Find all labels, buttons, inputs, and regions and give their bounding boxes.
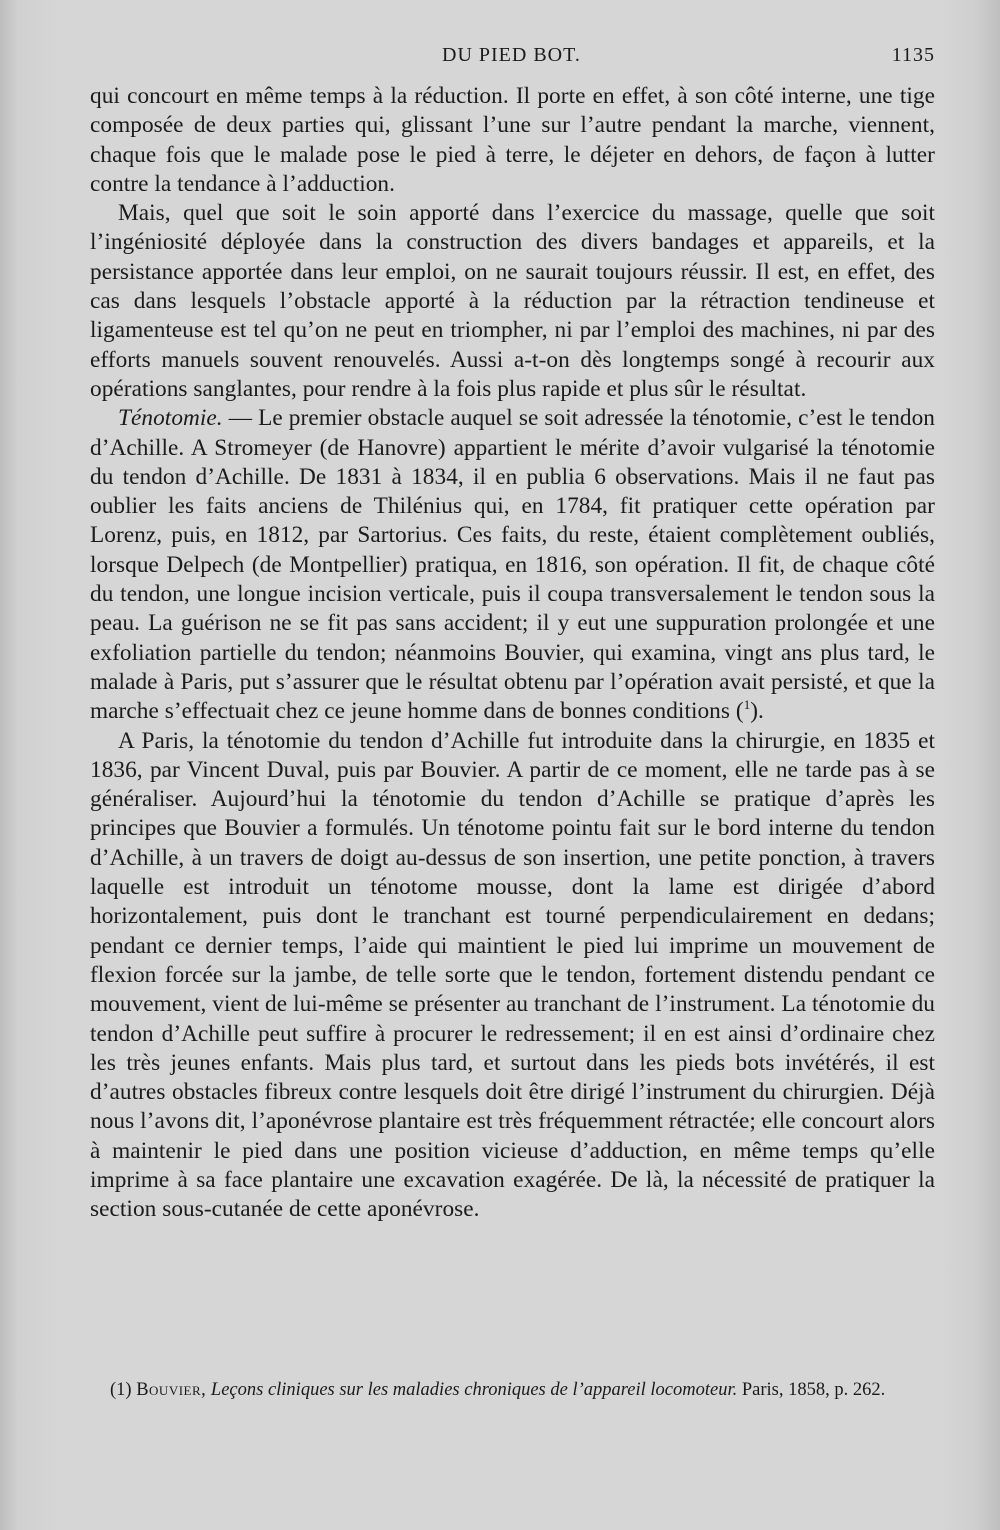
paragraph-massage: Mais, quel que soit le soin apporté dans l’exercice du massage, quelle que soit l’ingéniosité déployée dans la construction des divers bandages et appareils, et la persistance apportée dans leur emploi, on ne saurait toujours réussir. Il est, en effet, des cas dans lesquels l’obstacle apporté à la réduction par la rétraction tendineuse et ligamenteuse est tel qu’on ne peut en triompher, ni par l’emploi des machines, ni par des efforts manuels souvent renouvelés. Aussi a-t-on dès longtemps songé à recourir aux opérations sanglantes, pour rendre à la fois plus rapide et plus sûr le résultat.	[90, 200, 935, 402]
footnote-mark: (1)	[110, 1380, 132, 1400]
footnote-title: Leçons cliniques sur les maladies chroniques de l’appareil locomoteur.	[206, 1380, 738, 1400]
paragraph-tenotomie-end: ).	[750, 698, 764, 725]
paragraph-continuation: qui concourt en même temps à la réduction. Il porte en effet, à son côté interne, une tige composée de deux parties qui, glissant l’une sur l’autre pendant la marche, viennent, chaque fois que le malade pose le pied à terre, le déjeter en dehors, de façon à lutter contre la tendance à l’adduction.	[90, 83, 935, 197]
footnote-publication: Paris, 1858, p. 262.	[737, 1380, 886, 1400]
running-title: DU PIED BOT.	[442, 44, 581, 66]
footnote-author: Bouvier,	[136, 1380, 207, 1400]
body-text	[90, 82, 935, 1225]
running-head	[90, 44, 935, 72]
footnote-reference[interactable]: 1	[743, 697, 751, 713]
footnote	[90, 1378, 935, 1402]
paragraph-tenotomie	[90, 404, 935, 726]
paragraph-paris: A Paris, la ténotomie du tendon d’Achille fut introduite dans la chirurgie, en 1835 et 1836, par Vincent Duval, puis par Bouvier. A partir de ce moment, elle ne tarde pas à se généraliser. Aujourd’hui la ténotomie du tendon d’Achille se pratique d’après les principes que Bouvier a formulés. Un ténotome pointu fait sur le bord interne du tendon d’Achille, à un travers de doigt au-dessus de son insertion, une petite ponction, à travers laquelle est introduit un ténotome mousse, dont la lame est dirigée d’abord horizontalement, puis dont le tranchant est tourné perpendiculairement en dedans; pendant ce dernier temps, l’aide qui maintient le pied lui imprime un mouvement de flexion forcée sur la jambe, de telle sorte que le tendon, fortement distendu pendant ce mouvement, vient de lui-même se présenter au tranchant de l’instrument. La ténotomie du tendon d’Achille peut suffire à procurer le redressement; il en est ainsi d’ordinaire chez les très jeunes enfants. Mais plus tard, et surtout dans les pieds bots invétérés, il est d’autres obstacles fibreux contre lesquels doit être dirigé l’instrument du chirurgien. Déjà nous l’avons dit, l’aponévrose plantaire est très fréquemment rétractée; elle concourt alors à maintenir le pied dans une position vicieuse d’adduction, en même temps qu’elle imprime à sa face plantaire une excavation exagérée. De là, la nécessité de pratiquer la section sous-cutanée de cette aponévrose.	[90, 727, 935, 1223]
page-number: 1135	[891, 44, 935, 66]
section-heading-tenotomie: Ténotomie.	[118, 405, 223, 432]
paragraph-tenotomie-text: — Le premier obstacle auquel se soit adressée la ténotomie, c’est le tendon d’Achille. A Stromeyer (de Hanovre) appartient le mérite d’avoir vulgarisé la ténotomie du tendon d’Achille. De 1831 à 1834, il en publia 6 observations. Mais il ne faut pas oublier les faits anciens de Thilénius qui, en 1784, fit pratiquer cette opération par Lorenz, puis, en 1812, par Sartorius. Ces faits, du reste, étaient complètement oubliés, lorsque Delpech (de Montpellier) pratiqua, en 1816, son opération. Il fit, de chaque côté du tendon, une longue incision verticale, puis il coupa transversalement le tendon sous la peau. La guérison ne se fit pas sans accident; il y eut une suppuration prolongée et une exfoliation partielle du tendon; néanmoins Bouvier, qui examina, vingt ans plus tard, le malade à Paris, put s’assurer que le résultat obtenu par l’opération avait persisté, et que la marche s’effectuait chez ce jeune homme dans de bonnes conditions (	[90, 405, 935, 725]
